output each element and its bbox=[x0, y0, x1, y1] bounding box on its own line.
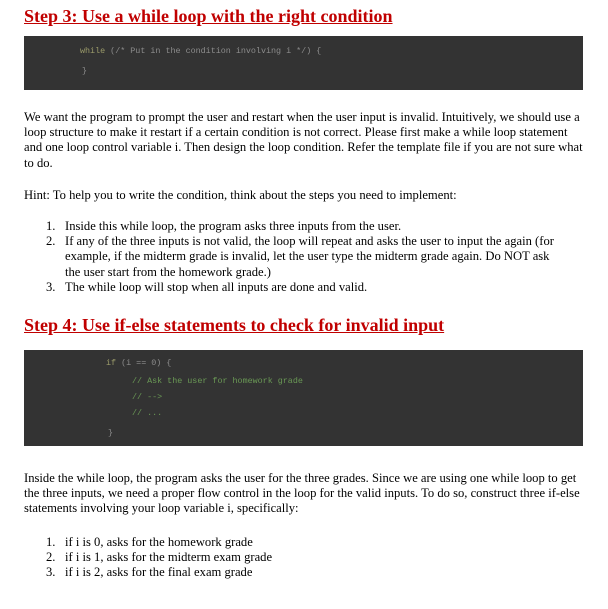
code-keyword: while bbox=[80, 46, 106, 56]
step4-list bbox=[46, 535, 558, 581]
list-item bbox=[46, 234, 558, 280]
code-comment: // Ask the user for homework grade bbox=[132, 376, 303, 386]
step4-paragraph: Inside the while loop, the program asks the user for the three grades. Since we are using one while loop to get the three inputs, we need a proper flow control in the loop for the valid inputs. To do so, construct three if-else statements involving your loop variable i, specifically: bbox=[24, 471, 580, 516]
code-paren: ) { bbox=[306, 46, 322, 56]
code-close-brace: } bbox=[82, 66, 88, 76]
list-text: If any of the three inputs is not valid, the loop will repeat and asks the user to input the again (for example, if the midterm grade is invalid, let the user type the midterm grade again. Do NOT ask the user start from the homework grade.) bbox=[65, 234, 554, 279]
list-text: if i is 2, asks for the final exam grade bbox=[65, 565, 253, 580]
list-number: 2. bbox=[46, 550, 56, 565]
code-line-while bbox=[80, 46, 321, 57]
list-text: if i is 1, asks for the midterm exam grade bbox=[65, 550, 273, 565]
step3-list bbox=[46, 219, 558, 295]
list-number: 1. bbox=[46, 219, 56, 233]
code-comment: // --> bbox=[132, 392, 163, 402]
list-text: The while loop will stop when all inputs are done and valid. bbox=[65, 279, 368, 294]
step4-heading: Step 4: Use if-else statements to check for invalid input bbox=[24, 315, 445, 335]
list-item bbox=[46, 565, 558, 580]
list-text: if i is 0, asks for the homework grade bbox=[65, 535, 253, 549]
list-number: 3. bbox=[46, 279, 56, 294]
list-number: 3. bbox=[46, 565, 56, 580]
code-comment: /* Put in the condition involving i */ bbox=[115, 46, 307, 56]
list-item bbox=[46, 535, 558, 550]
list-number: 2. bbox=[46, 234, 56, 249]
code-line-if bbox=[106, 358, 171, 369]
list-item bbox=[46, 219, 558, 234]
step3-code-block bbox=[24, 36, 583, 90]
list-text: Inside this while loop, the program asks three inputs from the user. bbox=[65, 219, 402, 233]
code-condition: (i == 0) { bbox=[116, 358, 172, 368]
step4-code-block bbox=[24, 350, 583, 446]
code-paren: ( bbox=[105, 46, 116, 56]
step3-paragraph: We want the program to prompt the user and restart when the user input is invalid. Intuitively, we should use a loop structure to make it restart if a certain condition is not correct. Please first make a while loop statement and one loop control variable i. Then design the loop condition. Refer the template file if you are not sure what to do. bbox=[24, 110, 583, 170]
code-keyword: if bbox=[106, 358, 117, 368]
list-item bbox=[46, 280, 558, 295]
code-close-brace: } bbox=[108, 428, 114, 438]
step3-heading: Step 3: Use a while loop with the right condition bbox=[24, 6, 393, 26]
list-number: 1. bbox=[46, 535, 56, 549]
hint-text: Hint: To help you to write the condition, think about the steps you need to implement: bbox=[24, 188, 457, 202]
code-comment: // ... bbox=[132, 408, 163, 418]
list-item bbox=[46, 550, 558, 565]
